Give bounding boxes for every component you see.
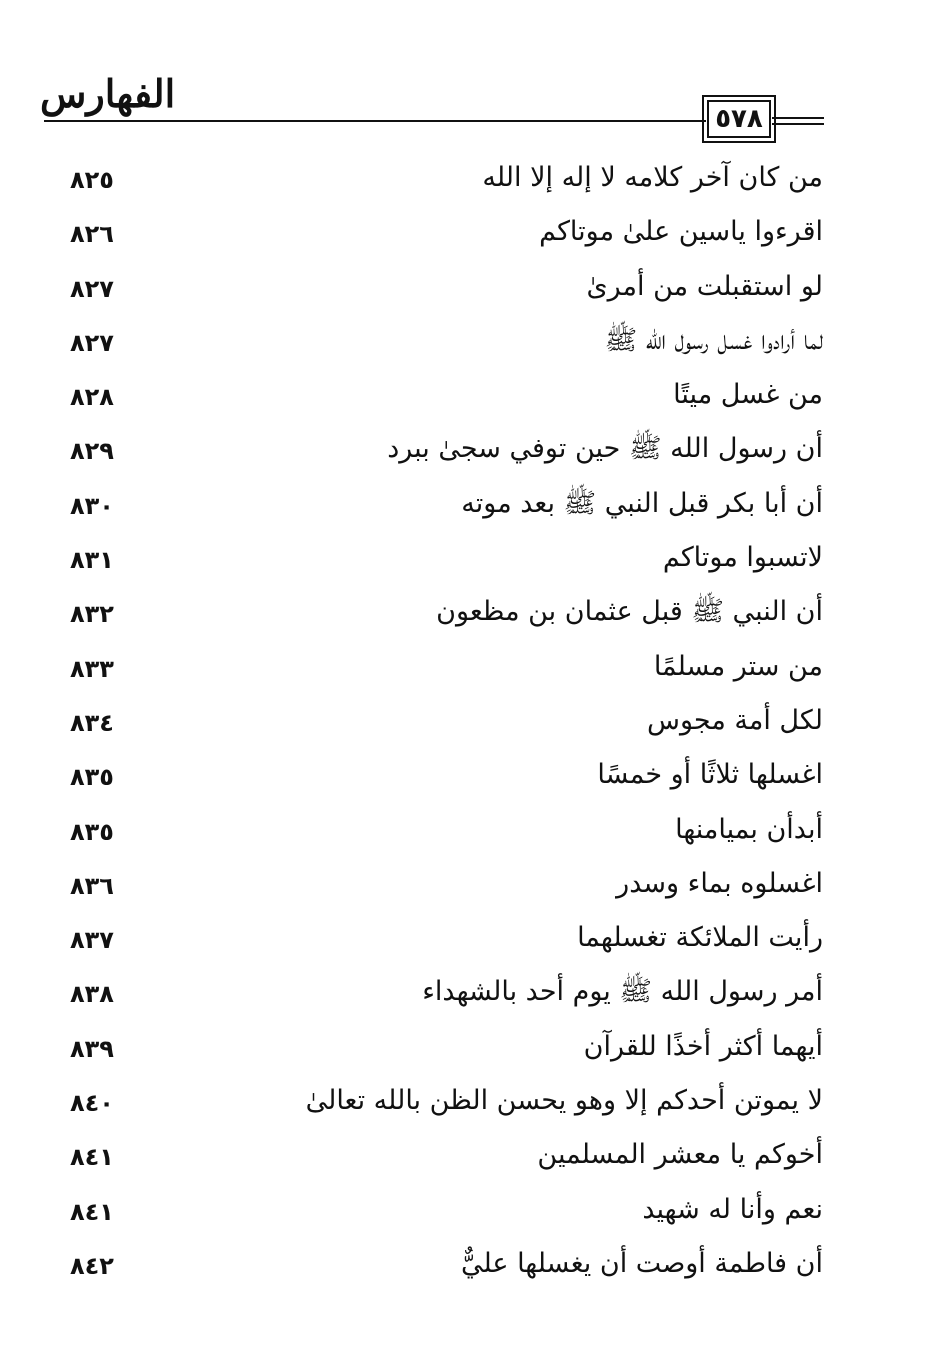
index-entry: [0, 206, 938, 260]
index-entry: [0, 912, 938, 966]
index-entry: [0, 423, 938, 477]
index-entry: [0, 966, 938, 1020]
entry-page-number: ٨٣٧: [70, 926, 114, 955]
entry-text: نعم وأنا له شهيد: [642, 1193, 823, 1225]
entry-page-number: ٨٣٥: [70, 763, 114, 792]
entry-page-number: ٨٤٢: [70, 1251, 114, 1280]
entry-text: لما أرادوا غسل رسول الله ﷺ: [604, 324, 823, 356]
entry-page-number: ٨٤١: [70, 1197, 114, 1226]
entry-text: أخوكم يا معشر المسلمين: [537, 1139, 823, 1171]
entry-text: لاتسبوا موتاكم: [662, 542, 823, 574]
entry-page-number: ٨٣٩: [70, 1034, 114, 1063]
entry-page-number: ٨٤١: [70, 1143, 114, 1172]
entry-text: لكل أمة مجوس: [647, 704, 823, 736]
entry-text: أن النبي ﷺ قبل عثمان بن مظعون: [436, 596, 823, 628]
page-header: [0, 0, 938, 140]
index-entry: [0, 369, 938, 423]
entry-text: اغسلها ثلاثًا أو خمسًا: [597, 759, 823, 791]
index-entry: [0, 804, 938, 858]
index-entry: [0, 749, 938, 803]
index-entry: [0, 1184, 938, 1238]
entry-text: أن أبا بكر قبل النبي ﷺ بعد موته: [461, 487, 823, 519]
entry-page-number: ٨٣٨: [70, 980, 114, 1009]
header-rule-double-top: [772, 117, 824, 119]
index-entry: [0, 858, 938, 912]
index-entry: [0, 532, 938, 586]
index-entry: [0, 478, 938, 532]
entry-text: اغسلوه بماء وسدر: [616, 867, 823, 899]
index-entry: [0, 1075, 938, 1129]
entry-page-number: ٨٣٦: [70, 871, 114, 900]
page-number: ٥٧٨: [707, 100, 771, 138]
entry-text: أبدأن بميامنها: [675, 813, 823, 845]
entry-text: أمر رسول الله ﷺ يوم أحد بالشهداء: [422, 976, 823, 1008]
index-entry: [0, 261, 938, 315]
entry-page-number: ٨٣٥: [70, 817, 114, 846]
entry-page-number: ٨٣٠: [70, 491, 114, 520]
entry-text: أيهما أكثر أخذًا للقرآن: [583, 1030, 823, 1062]
entry-text: من كان آخر كلامه لا إله إلا الله: [482, 162, 823, 193]
entry-text: من ستر مسلمًا: [653, 650, 823, 682]
entry-text: لا يموتن أحدكم إلا وهو يحسن الظن بالله تعالىٰ: [305, 1085, 823, 1117]
entry-text: أن فاطمة أوصت أن يغسلها عليٌّ: [460, 1247, 823, 1279]
entry-page-number: ٨٢٧: [70, 274, 114, 303]
index-entry: [0, 1238, 938, 1292]
entry-page-number: ٨٤٠: [70, 1089, 114, 1118]
header-rule: [44, 120, 706, 122]
entry-text: رأيت الملائكة تغسلهما: [577, 922, 823, 954]
entry-page-number: ٨٣٤: [70, 708, 114, 737]
entry-page-number: ٨٢٨: [70, 383, 114, 412]
index-list: [0, 152, 938, 1292]
entry-text: اقرءوا ياسين علىٰ موتاكم: [539, 216, 823, 248]
entry-page-number: ٨٢٧: [70, 328, 114, 357]
index-entry: [0, 1021, 938, 1075]
entry-page-number: ٨٢٩: [70, 437, 114, 466]
entry-page-number: ٨٣١: [70, 546, 114, 575]
entry-page-number: ٨٢٦: [70, 220, 114, 249]
entry-text: من غسل ميتًا: [673, 379, 823, 411]
index-entry: [0, 586, 938, 640]
entry-page-number: ٨٢٥: [70, 166, 114, 194]
entry-page-number: ٨٣٢: [70, 600, 114, 629]
index-entry: [0, 695, 938, 749]
entry-page-number: ٨٣٣: [70, 654, 114, 683]
entry-text: أن رسول الله ﷺ حين توفي سجىٰ ببرد: [387, 433, 823, 465]
header-rule-double-bottom: [772, 123, 824, 125]
section-title: الفهارس: [40, 71, 176, 116]
index-entry: [0, 152, 938, 206]
index-entry: [0, 1129, 938, 1183]
entry-text: لو استقبلت من أمرىٰ: [586, 270, 823, 302]
index-entry: [0, 315, 938, 369]
index-entry: [0, 641, 938, 695]
